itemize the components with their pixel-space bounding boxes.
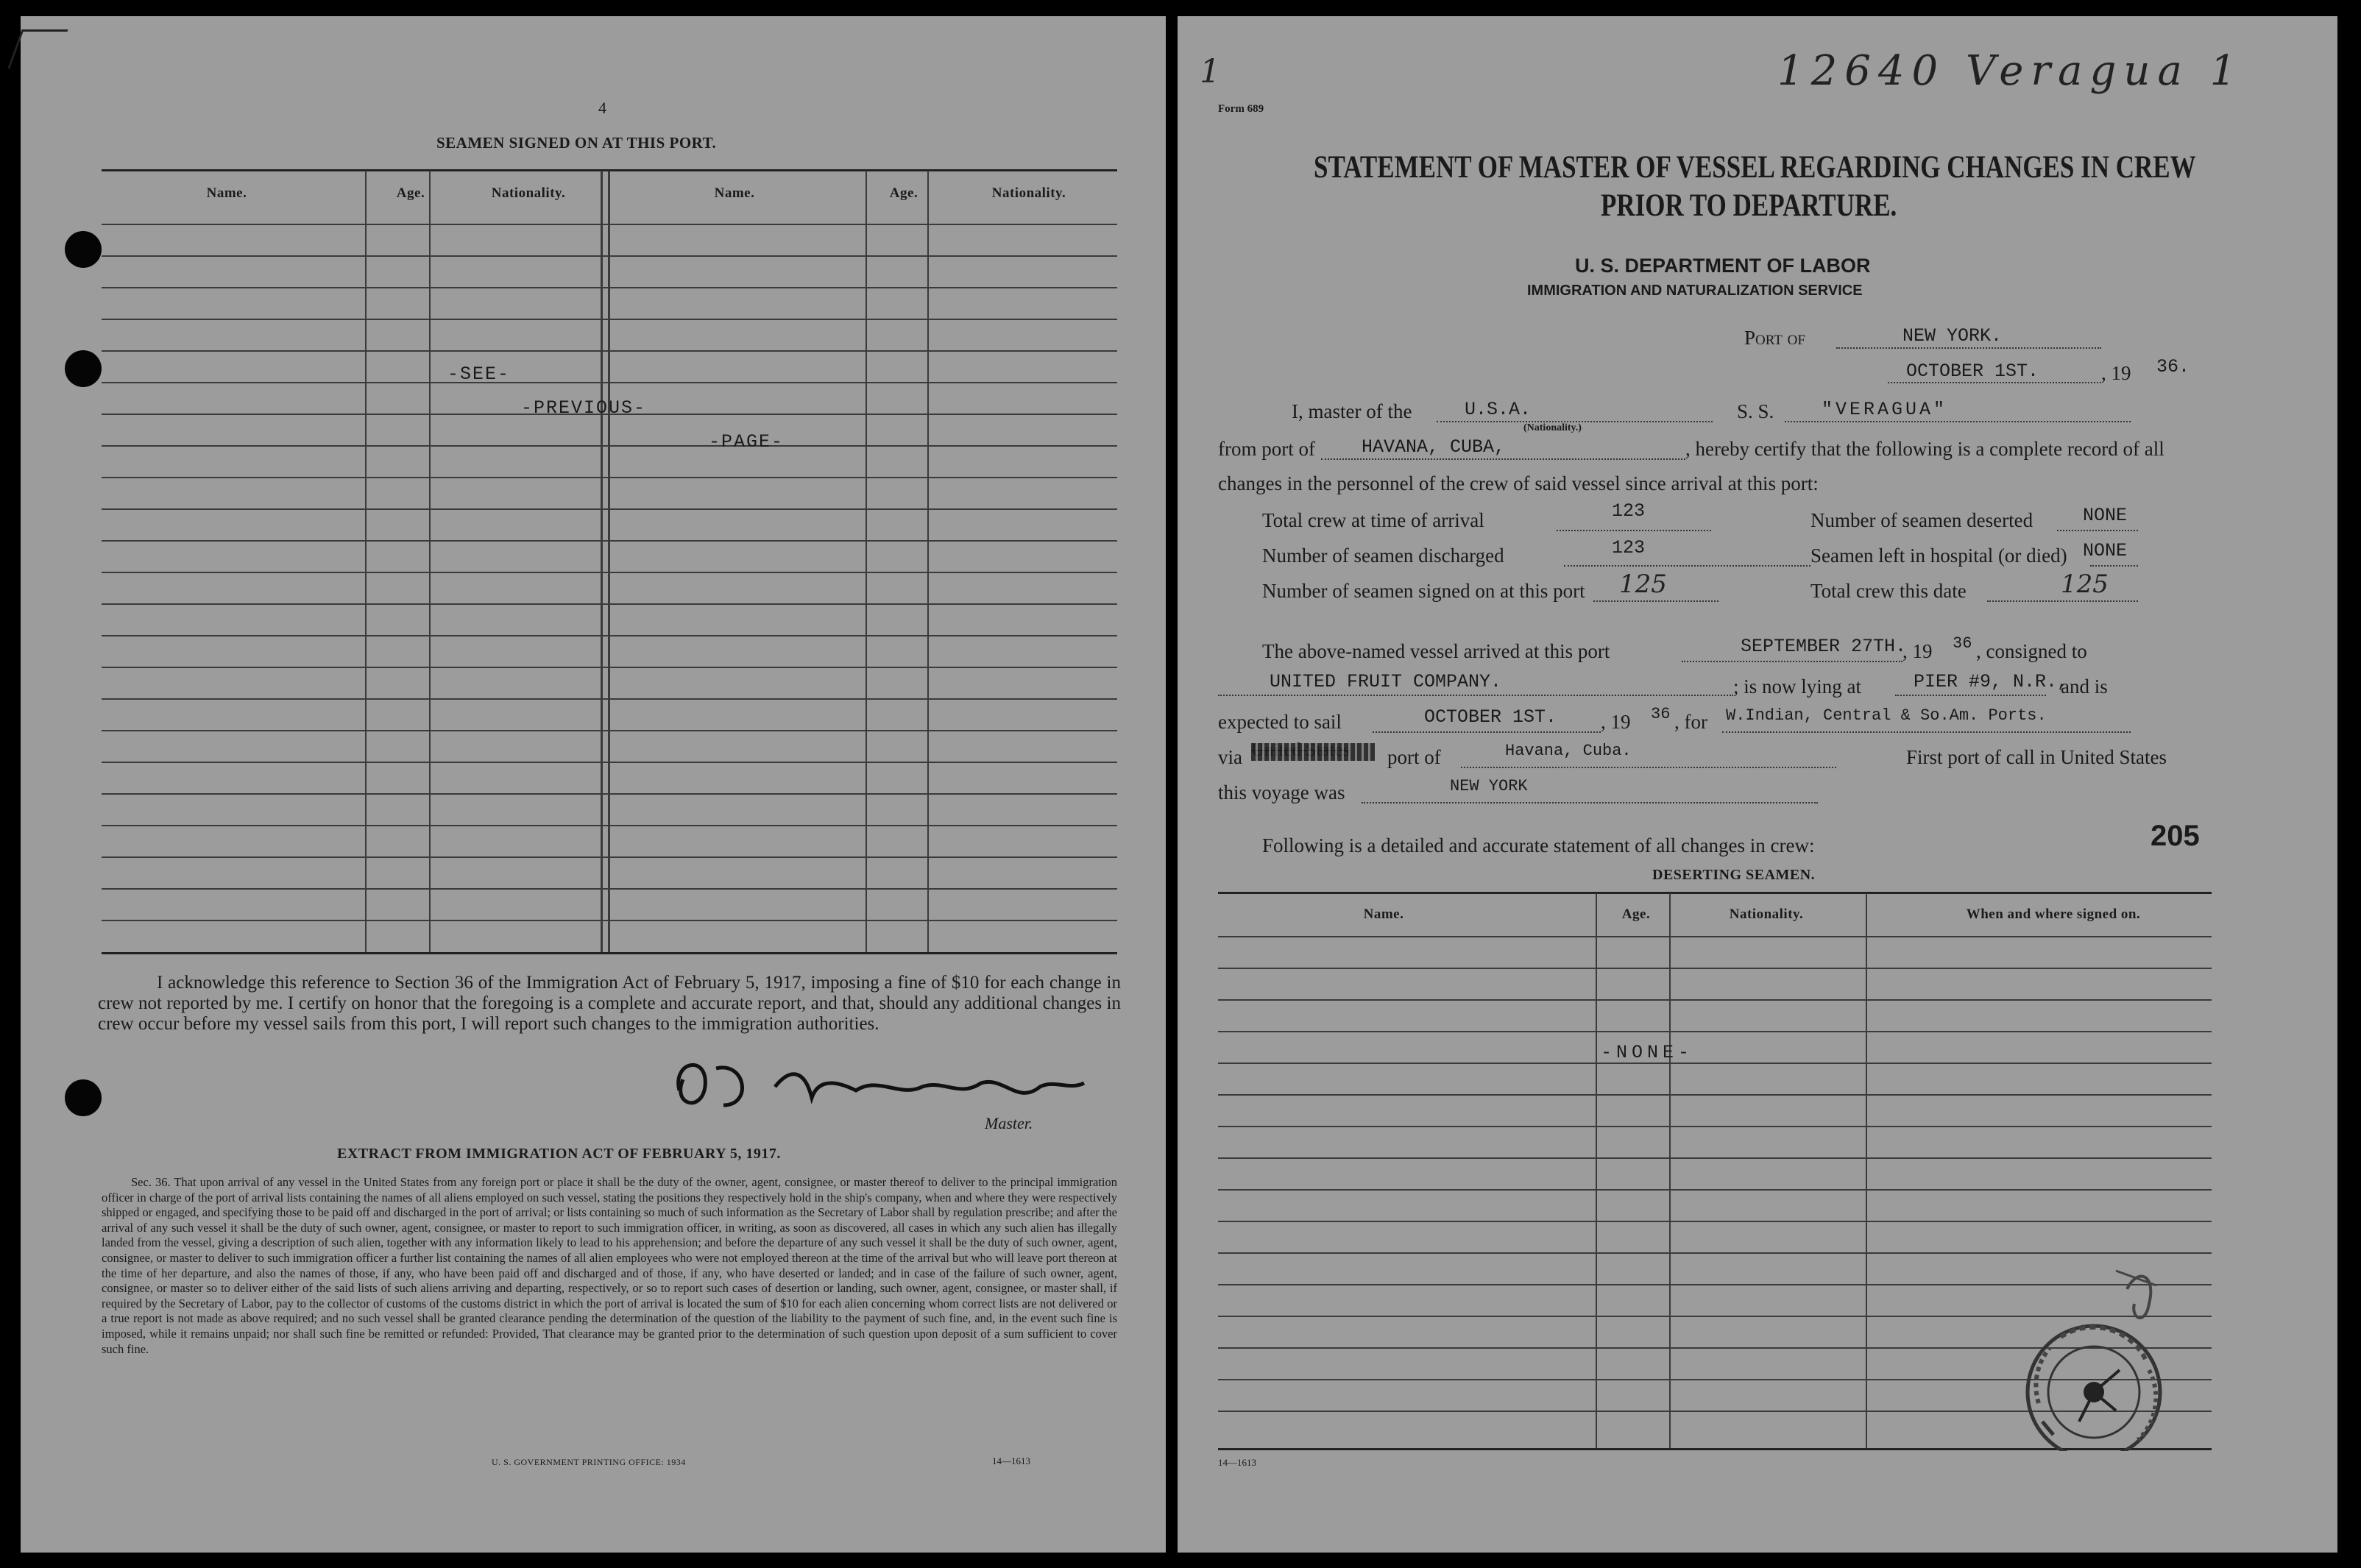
row-rule <box>1218 1221 2212 1222</box>
master-of-the: I, master of the <box>1292 400 1412 422</box>
row-rule <box>102 540 1117 542</box>
form-label: Form 689 <box>1218 103 1264 115</box>
desert-divider-1 <box>1596 893 1597 1450</box>
row-rule <box>102 603 1117 605</box>
row-rule <box>102 287 1117 288</box>
vessel-line <box>1785 421 2131 422</box>
service: IMMIGRATION AND NATURALIZATION SERVICE <box>1527 283 1863 299</box>
row-rule <box>1218 968 2212 969</box>
sail-date-value: OCTOBER 1ST. <box>1424 706 1557 728</box>
row-rule <box>102 730 1117 731</box>
extract-text: Sec. 36. That upon arrival of any vessel in the United States from any foreign port or place it shall be the duty of the owner, agent, consignee, or master thereof to deliver to the principal immigration officer in charge of the port of arrival lists containing the names of all aliens employed on such vessel, stating the positions they respectively hold in the ship's company, when and where they were respectively shipped or engaged, and specifying those to be paid off and discharged in the port of arrival; or lists containing so much of such information as the Secretary of Labor shall by regulation prescribe; and after the arrival of any such vessel it shall be the duty of such owner, agent, consignee, or master to report to such immigration officer, in writing, as soon as discovered, all cases in which any such alien has illegally landed from the vessel, giving a description of such alien, together with any information likely to lead to his apprehension; and before the departure of any such vessel it shall be the duty of such owner, agent, consignee, or master to deliver to such immigration officer a further list containing the names of all alien employees who were not employed thereon at the time of the arrival but who will leave port thereon at the time of her departure, and also the names of those, if any, who have been paid off and discharged and of those, if any, who have deserted or landed; and in case of the failure of such owner, agent, consignee, or master so to deliver either of the said lists of such aliens arriving and departing, respectively, or so to report such cases of desertion or landing, such owner, agent, consignee, or master shall, if required by the Secretary of Labor, pay to the collector of customs of the customs district in which the port of arrival is located the sum of $10 for each alien concerning whom correct lists are not delivered or a true report is not made as above required; and no such vessel shall be granted clearance pending the determination of the question of the liability to the payment of such fine, and, in the event such fine is imposed, while it remains unpaid; nor shall such fine be remitted or refunded: Provided, That clearance may be granted prior to the determination of such question upon deposit of a sum sufficient to cover such fine. <box>102 1175 1117 1356</box>
page-number: 4 <box>598 99 606 117</box>
port-label: Port of <box>1744 327 1805 349</box>
row-rule <box>1218 1031 2212 1032</box>
certify-text-2: changes in the personnel of the crew of said vessel since arrival at this port: <box>1218 472 1819 494</box>
form-code-right: 14—1613 <box>1218 1457 1256 1468</box>
stamp-number: 205 <box>2151 820 2200 852</box>
desert-divider-2 <box>1669 893 1671 1450</box>
row-rule <box>102 572 1117 573</box>
arrived-year: 36 <box>1953 634 1972 653</box>
date-line <box>1888 382 2101 383</box>
desert-col-age: Age. <box>1621 907 1651 922</box>
annotation-previous: -PREVIOUS- <box>521 397 647 419</box>
and-is: and is <box>2061 675 2108 698</box>
total-crew-arrival-line <box>1557 530 1711 531</box>
row-rule <box>102 508 1117 510</box>
right-page <box>1178 16 2337 1553</box>
master-signature <box>665 1046 1106 1127</box>
arrived-line <box>1682 661 1902 662</box>
row-rule <box>102 888 1117 890</box>
acknowledgment-text: I acknowledge this reference to Section 36 of the Immigration Act of February 5, 1917, imposing a fine of $10 for each change in crew not reported by me. I certify on honor that the foregoing is a complete and accurate report, and that, should any additional changes in crew occur before my vessel sails from this port, I will report such changes to the immigration authorities. <box>98 973 1121 1034</box>
certify-text: , hereby certify that the following is a complete record of all <box>1685 438 2164 460</box>
total-crew-date-label: Total crew this date <box>1810 580 1967 602</box>
nationality-value: U.S.A. <box>1465 399 1532 420</box>
row-rule <box>102 445 1117 447</box>
desert-divider-3 <box>1866 893 1867 1450</box>
vessel-value: "VERAGUA" <box>1822 399 1948 420</box>
row-rule <box>102 698 1117 700</box>
ss-label: S. S. <box>1737 400 1774 422</box>
from-port-line <box>1321 458 1685 460</box>
arrived-year-prefix: , 19 <box>1902 640 1933 662</box>
col-nationality-2: Nationality. <box>991 185 1066 201</box>
struck-out-value <box>1251 740 1375 762</box>
discharged-line <box>1564 565 1810 567</box>
table-bottom-rule <box>102 952 1117 954</box>
hospital-line <box>2090 565 2138 567</box>
row-rule <box>1218 1189 2212 1191</box>
consigned-text: , consigned to <box>1976 640 2087 662</box>
destination-line <box>1722 731 2131 733</box>
col-age-1: Age. <box>396 185 425 201</box>
from-port-label: from port of <box>1218 438 1315 460</box>
form-title-line2: PRIOR TO DEPARTURE. <box>1601 187 1897 223</box>
desert-col-nationality: Nationality. <box>1729 907 1804 922</box>
corner-fold <box>7 29 68 68</box>
via-text: via <box>1218 746 1242 768</box>
consignee-value: UNITED FRUIT COMPANY. <box>1270 671 1502 692</box>
from-port-value: HAVANA, CUBA, <box>1362 436 1506 458</box>
first-port-value: NEW YORK <box>1450 777 1528 795</box>
row-rule <box>102 477 1117 478</box>
col-name-1: Name. <box>206 185 247 201</box>
row-rule <box>1218 1063 2212 1064</box>
col-name-2: Name. <box>714 185 755 201</box>
immigration-service-stamp <box>1998 1260 2175 1451</box>
left-page <box>21 16 1166 1553</box>
row-rule <box>102 793 1117 795</box>
pier-value: PIER #9, N.R., <box>1914 671 2069 692</box>
sail-year: 36 <box>1651 705 1671 723</box>
deserted-line <box>2057 530 2138 531</box>
row-rule <box>102 350 1117 352</box>
annotation-page: -PAGE- <box>709 431 785 453</box>
arrived-text: The above-named vessel arrived at this port <box>1262 640 1610 662</box>
total-crew-date-line <box>1987 600 2138 602</box>
total-crew-arrival-label: Total crew at time of arrival <box>1262 509 1484 531</box>
extract-title: EXTRACT FROM IMMIGRATION ACT OF FEBRUARY 5, 1917. <box>337 1146 781 1162</box>
port-line <box>1836 347 2101 349</box>
discharged-value: 123 <box>1612 537 1646 558</box>
signature-caption: Master. <box>985 1114 1033 1132</box>
signed-on-line <box>1593 600 1718 602</box>
nationality-caption: (Nationality.) <box>1523 422 1582 433</box>
sail-year-prefix: , 19 <box>1601 711 1631 733</box>
lying-text: ; is now lying at <box>1733 675 1861 698</box>
row-rule <box>102 382 1117 383</box>
desert-col-name: Name. <box>1363 907 1404 922</box>
deserted-label: Number of seamen deserted <box>1810 509 2033 531</box>
total-crew-arrival-value: 123 <box>1612 500 1646 522</box>
corner-mark: 1 <box>1200 53 1220 91</box>
annotation-see: -SEE- <box>447 363 511 385</box>
punch-hole-top <box>65 231 102 268</box>
for-text: , for <box>1674 711 1707 733</box>
destination-value: W.Indian, Central & So.Am. Ports. <box>1726 706 2047 725</box>
total-crew-date-value: 125 <box>2061 570 2109 599</box>
form-title-line1: STATEMENT OF MASTER OF VESSEL REGARDING CHANGES IN CREW <box>1314 149 2196 185</box>
sail-date-line <box>1373 731 1601 733</box>
col-age-2: Age. <box>889 185 918 201</box>
year-prefix: , 19 <box>2101 362 2131 384</box>
date-value: OCTOBER 1ST. <box>1906 361 2039 382</box>
first-port-text: First port of call in United States <box>1906 746 2167 768</box>
arrived-value: SEPTEMBER 27TH. <box>1741 636 1907 657</box>
row-rule <box>102 825 1117 826</box>
row-rule <box>102 319 1117 320</box>
row-rule <box>102 856 1117 858</box>
port-value: NEW YORK. <box>1902 325 2003 347</box>
none-annotation: -NONE- <box>1601 1042 1694 1063</box>
deserted-value: NONE <box>2083 505 2128 526</box>
row-rule <box>1218 1157 2212 1159</box>
hospital-label: Seamen left in hospital (or died) <box>1810 544 2067 567</box>
signed-on-value: 125 <box>1619 570 1667 599</box>
via-port-line <box>1461 767 1836 768</box>
desert-table-top <box>1218 892 2212 894</box>
department: U. S. DEPARTMENT OF LABOR <box>1575 255 1871 277</box>
pier-line <box>1895 695 2046 696</box>
printer-line: U. S. GOVERNMENT PRINTING OFFICE: 1934 <box>492 1457 686 1467</box>
signed-on-label: Number of seamen signed on at this port <box>1262 580 1585 602</box>
row-rule <box>102 255 1117 257</box>
discharged-label: Number of seamen discharged <box>1262 544 1504 567</box>
first-port-line <box>1362 802 1818 803</box>
hospital-value: NONE <box>2083 540 2128 561</box>
row-rule <box>102 920 1117 921</box>
consignee-line <box>1218 695 1733 696</box>
desert-table-header-rule <box>1218 936 2212 937</box>
row-rule <box>102 762 1117 763</box>
strike-block <box>1251 743 1375 761</box>
via-port-value: Havana, Cuba. <box>1505 742 1632 760</box>
row-rule <box>102 635 1117 636</box>
port-of-text: port of <box>1387 746 1441 768</box>
section-title: SEAMEN SIGNED ON AT THIS PORT. <box>436 134 717 152</box>
punch-hole-middle <box>65 350 102 387</box>
punch-hole-bottom <box>65 1079 102 1116</box>
col-nationality-1: Nationality. <box>491 185 566 201</box>
this-voyage-text: this voyage was <box>1218 781 1345 803</box>
row-rule <box>1218 1094 2212 1096</box>
row-rule <box>1218 1126 2212 1127</box>
row-rule <box>1218 1252 2212 1254</box>
expected-text: expected to sail <box>1218 711 1342 733</box>
desert-col-signed-on: When and where signed on. <box>1966 907 2141 922</box>
row-rule <box>102 667 1117 668</box>
row-rule <box>1218 999 2212 1001</box>
following-text: Following is a detailed and accurate statement of all changes in crew: <box>1262 834 1815 856</box>
deserting-title: DESERTING SEAMEN. <box>1652 867 1816 883</box>
year-value: 36. <box>2156 356 2190 377</box>
form-code-left: 14—1613 <box>992 1455 1030 1466</box>
handwritten-header: 12640 Veragua 1 <box>1777 47 2244 95</box>
